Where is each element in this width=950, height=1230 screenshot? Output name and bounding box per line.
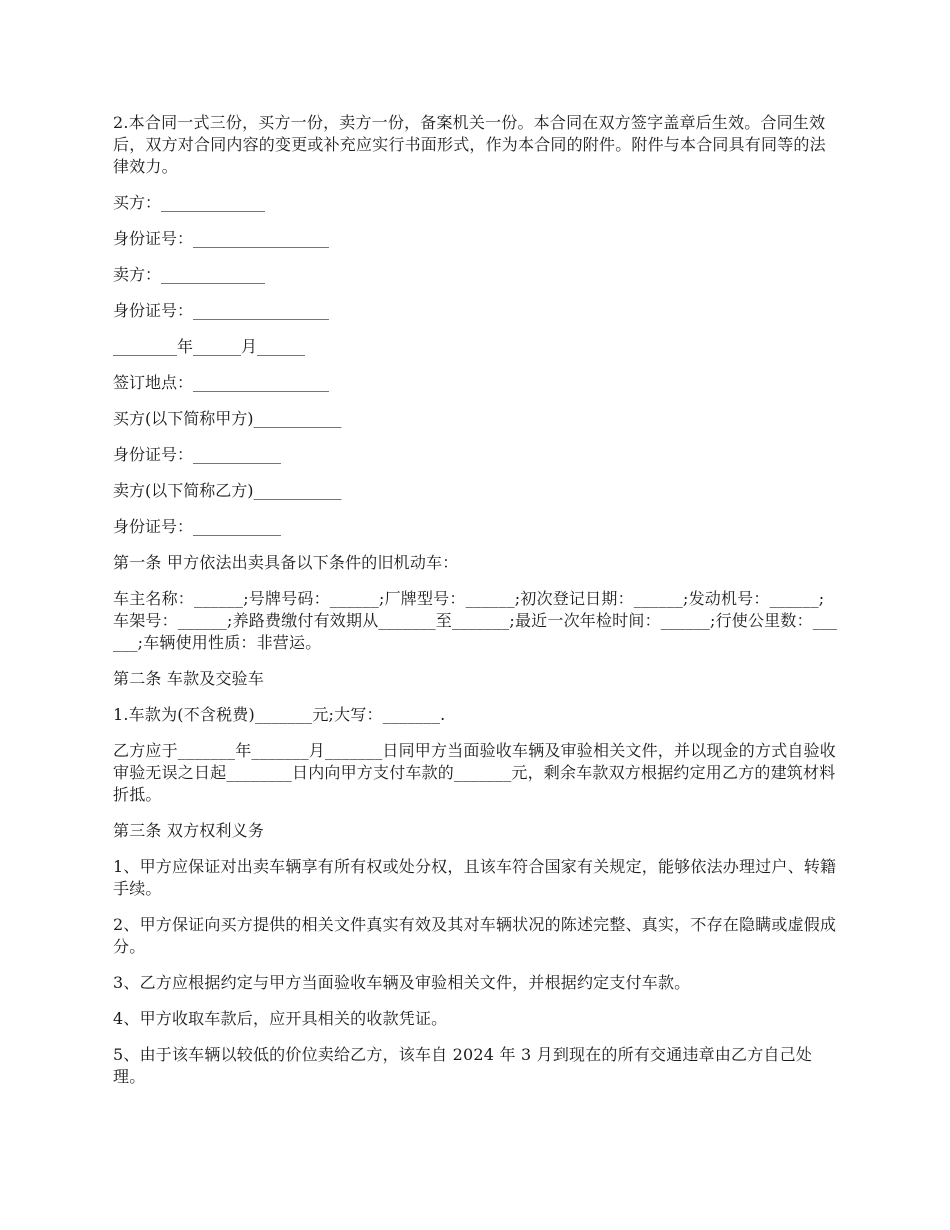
- party-b-line: 卖方(以下简称乙方)___________: [113, 481, 342, 500]
- article-2-item-1: 1.车款为(不含税费)_______元;大写：_______.: [113, 705, 446, 724]
- document-page: [113, 112, 840, 1102]
- article-3-title: 第三条 双方权利义务: [113, 821, 265, 840]
- article-1-title: 第一条 甲方依法出卖具备以下条件的旧机动车：: [113, 553, 459, 572]
- article-3-item-1: 1、甲方应保证对出卖车辆享有所有权或处分权，且该车符合国家有关规定，能够依法办理过户、转籍手续。: [113, 857, 837, 898]
- buyer-signature-line: 买方：_____________: [113, 193, 266, 212]
- article-3-item-2: 2、甲方保证向买方提供的相关文件真实有效及其对车辆状况的陈述完整、真实，不存在隐瞒或虚假成分。: [113, 915, 837, 956]
- article-3-item-3: 3、乙方应根据约定与甲方当面验收车辆及审验相关文件，并根据约定支付车款。: [113, 973, 691, 992]
- party-a-line: 买方(以下简称甲方)___________: [113, 409, 342, 428]
- seller-signature-line: 卖方：_____________: [113, 265, 266, 284]
- date-line: ________年______月______: [113, 337, 306, 356]
- seller-id-line: 身份证号：_________________: [113, 301, 330, 320]
- article-3-item-4: 4、甲方收取车款后，应开具相关的收款凭证。: [113, 1009, 448, 1028]
- buyer-id-line: 身份证号：_________________: [113, 229, 330, 248]
- article-3-item-5: 5、由于该车辆以较低的价位卖给乙方，该车自 2024 年 3 月到现在的所有交通违章由乙方自己处理。: [113, 1045, 813, 1086]
- article-2-item-2: 乙方应于_______年_______月_______日同甲方当面验收车辆及审验相关文件，并以现金的方式自验收审验无误之日起________日内向甲方支付车款的_______元，剩余车款双方根据约定用乙方的建筑材料折抵。: [113, 741, 837, 804]
- party-a-id-line: 身份证号：___________: [113, 445, 282, 464]
- article-1-body: 车主名称：______;号牌号码：______;厂牌型号：______;初次登记日期：______;发动机号：______;车架号：______;养路费缴付有效期从_______至_______;最近一次年检时间：______;行使公里数：______;车辆使用性质：非营运。: [113, 589, 838, 652]
- signing-place-line: 签订地点：_________________: [113, 373, 330, 392]
- party-b-id-line: 身份证号：___________: [113, 517, 282, 536]
- article-2-title: 第二条 车款及交验车: [113, 669, 265, 688]
- contract-clause-copies: 2.本合同一式三份，买方一份，卖方一份，备案机关一份。本合同在双方签字盖章后生效。合同生效后，双方对合同内容的变更或补充应实行书面形式，作为本合同的附件。附件与本合同具有同等的法律效力。: [113, 113, 826, 176]
